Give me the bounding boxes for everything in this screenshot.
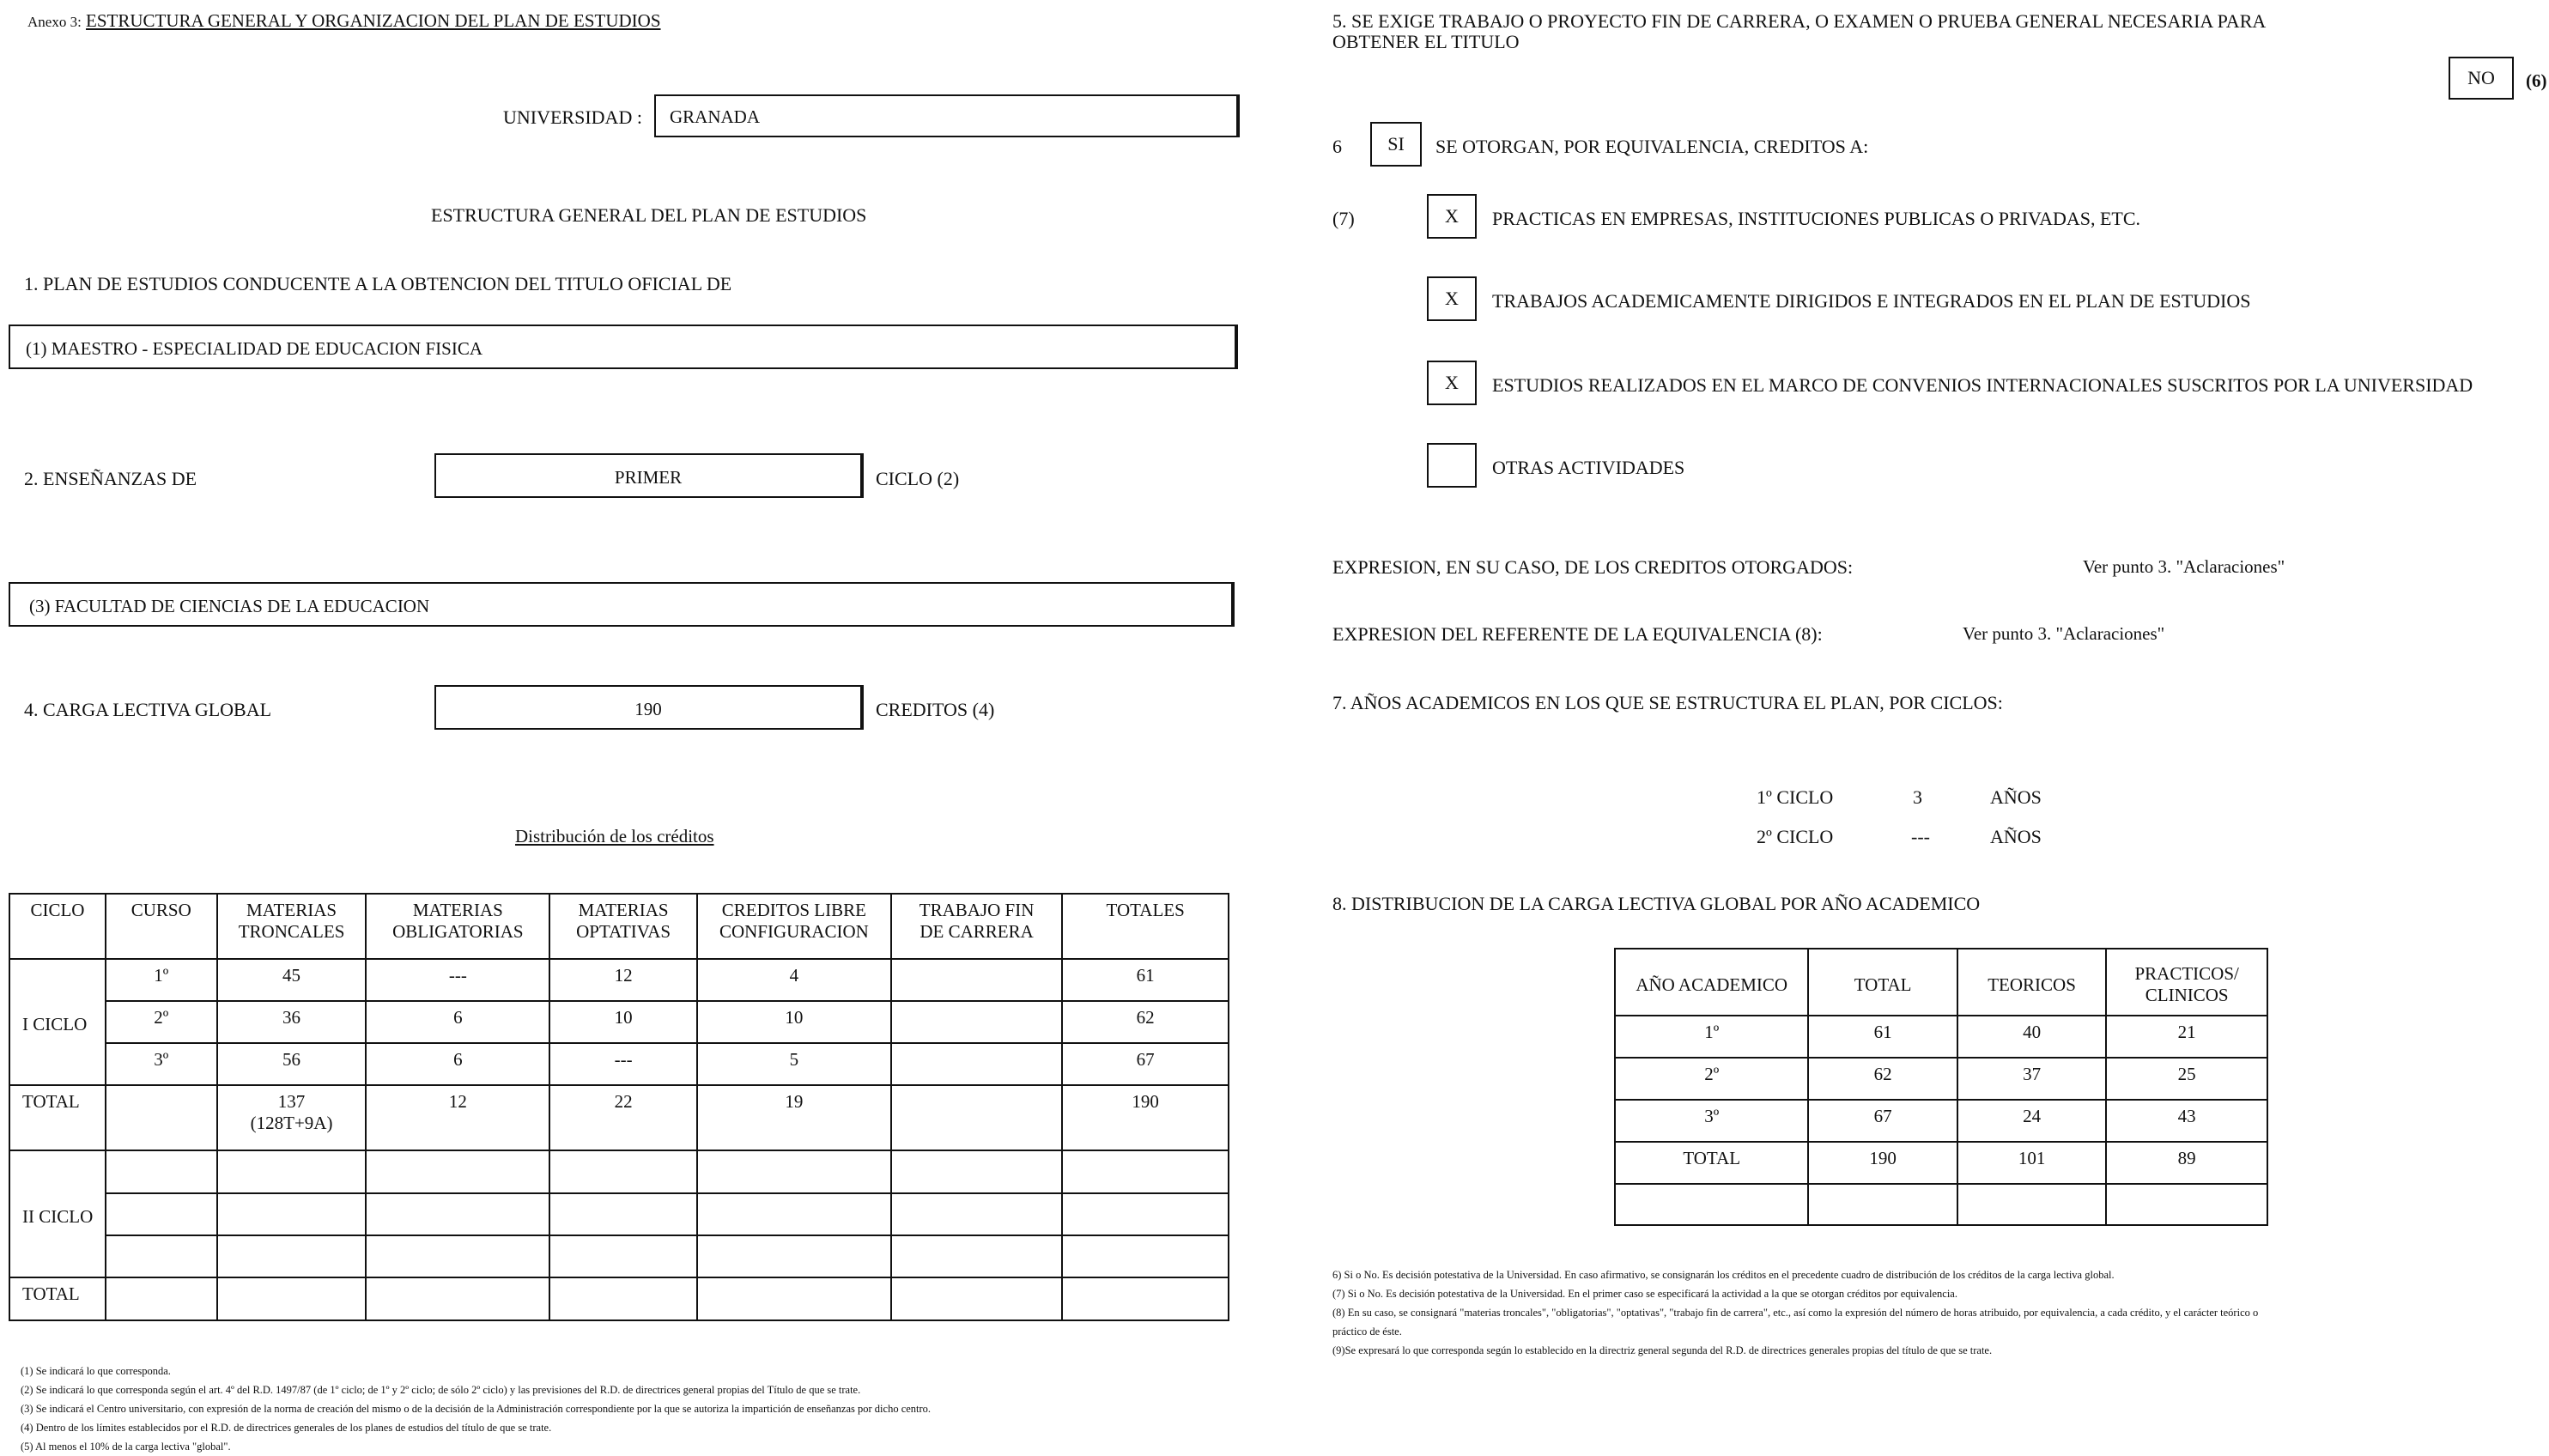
cell-curso: 2º (106, 1001, 217, 1043)
table-row (9, 959, 1229, 1001)
cell-optativas: 10 (549, 1001, 697, 1043)
ciclo2-years-unit: AÑOS (1990, 826, 2042, 847)
total1-libre: 19 (697, 1085, 891, 1150)
header-libre: CREDITOS LIBRE CONFIGURACION (697, 894, 891, 959)
ciclo2-years-label: 2º CICLO (1757, 826, 1834, 847)
option-practicas-checkbox (1427, 194, 1477, 239)
header-troncales: MATERIAS TRONCALES (217, 894, 367, 959)
cell-trabajo (891, 1043, 1063, 1085)
option-otras-checkbox (1427, 443, 1477, 488)
ensenanzas-value: PRIMER (614, 467, 683, 488)
footnote: (4) Dentro de los límites establecidos por el R.D. de directrices generales de los planes de estudios del título de que se trate. (21, 1422, 552, 1434)
universidad-label: UNIVERSIDAD : (503, 106, 642, 128)
option-trabajos-label: TRABAJOS ACADEMICAMENTE DIRIGIDOS E INTEGRADOS EN EL PLAN DE ESTUDIOS (1492, 290, 2251, 312)
cell-obligatorias: --- (366, 959, 549, 1001)
header-practicos: PRACTICOS/ CLINICOS (2106, 949, 2267, 1016)
section5-answer: NO (2467, 67, 2495, 88)
header-trabajo: TRABAJO FIN DE CARRERA (891, 894, 1063, 959)
distribution-title: Distribución de los créditos (515, 826, 714, 846)
cell-obligatorias: 6 (366, 1043, 549, 1085)
footnote: (8) En su caso, se consignará "materias troncales", "obligatorias", "optativas", "trabajo fin de carrera", etc., así como la expresión del número de horas atribuido, por equivalencia, a cada crédito, y el carácter teórico o (1332, 1307, 2259, 1319)
option-practicas-label: PRACTICAS EN EMPRESAS, INSTITUCIONES PUBLICAS O PRIVADAS, ETC. (1492, 208, 2141, 229)
expresion-creditos-label: EXPRESION, EN SU CASO, DE LOS CREDITOS OTORGADOS: (1332, 556, 1854, 578)
footnote: práctico de éste. (1332, 1326, 1402, 1338)
universidad-value: GRANADA (670, 106, 760, 127)
annex-title: ESTRUCTURA GENERAL Y ORGANIZACION DEL PLAN DE ESTUDIOS (86, 10, 661, 31)
cell-trabajo (891, 1001, 1063, 1043)
ciclo2-label: II CICLO (9, 1150, 106, 1277)
cell-trabajo (891, 959, 1063, 1001)
cell-totales: 62 (1062, 1001, 1229, 1043)
cell-optativas: --- (549, 1043, 697, 1085)
header-totales: TOTALES (1062, 894, 1229, 959)
section6-number: 6 (1332, 136, 1342, 157)
section5-line1: 5. SE EXIGE TRABAJO O PROYECTO FIN DE CARRERA, O EXAMEN O PRUEBA GENERAL NECESARIA PARA (1332, 10, 2267, 32)
total2-label: TOTAL (9, 1277, 106, 1320)
option-practicas-mark: X (1445, 205, 1459, 227)
cell-libre: 10 (697, 1001, 891, 1043)
ciclo1-years-label: 1º CICLO (1757, 786, 1834, 808)
cell-troncales: 56 (217, 1043, 367, 1085)
footnote: (7) Si o No. Es decisión potestativa de la Universidad. En el primer caso se especificará la actividad a la que se otorgan créditos por equivalencia. (1332, 1288, 1957, 1300)
option-trabajos-mark: X (1445, 288, 1459, 309)
annex-header (27, 10, 661, 32)
section6-answer-box (1370, 122, 1422, 167)
centro-value: (3) FACULTAD DE CIENCIAS DE LA EDUCACION (29, 596, 430, 616)
total1-optativas: 22 (549, 1085, 697, 1150)
total1-label: TOTAL (9, 1085, 106, 1150)
annual-load-table (1614, 948, 2268, 1226)
expresion-referente-value: Ver punto 3. "Aclaraciones" (1963, 623, 2165, 644)
carga-value: 190 (634, 699, 662, 719)
titulo-value: (1) MAESTRO - ESPECIALIDAD DE EDUCACION FISICA (26, 338, 482, 359)
cell-totales: 67 (1062, 1043, 1229, 1085)
header-obligatorias: MATERIAS OBLIGATORIAS (366, 894, 549, 959)
table-row: 1º 61 40 21 (1615, 1016, 2267, 1058)
ciclo2-years-value: --- (1911, 826, 1930, 847)
section5-answer-box (2449, 57, 2514, 100)
cell-libre: 4 (697, 959, 891, 1001)
footnote: (9)Se expresará lo que corresponda según lo establecido en la directriz general segunda del R.D. de directrices generales propias del título de que se trate. (1332, 1344, 1993, 1356)
footnote: (5) Al menos el 10% de la carga lectiva "global". (21, 1441, 231, 1453)
cell-troncales: 36 (217, 1001, 367, 1043)
footnote: (3) Se indicará el Centro universitario, con expresión de la norma de creación del mismo o de la decisión de la Administración correspondiente por la que se autoriza la impartición de enseñanzas por dicho centro. (21, 1403, 932, 1415)
carga-field (434, 685, 864, 730)
cell-curso: 3º (106, 1043, 217, 1085)
section7-label: 7. AÑOS ACADEMICOS EN LOS QUE SE ESTRUCTURA EL PLAN, POR CICLOS: (1332, 692, 2003, 713)
creditos-suffix: CREDITOS (4) (876, 699, 995, 720)
section5-note: (6) (2526, 70, 2547, 91)
section4-label: 4. CARGA LECTIVA GLOBAL (24, 699, 272, 720)
ciclo1-label: I CICLO (9, 959, 106, 1085)
option-convenios-checkbox (1427, 361, 1477, 405)
section6-label: SE OTORGAN, POR EQUIVALENCIA, CREDITOS A: (1435, 136, 1869, 157)
header-curso: CURSO (106, 894, 217, 959)
cell-obligatorias: 6 (366, 1001, 549, 1043)
table-row (9, 1235, 1229, 1277)
cell-optativas: 12 (549, 959, 697, 1001)
footnote: 6) Si o No. Es decisión potestativa de la Universidad. En caso afirmativo, se consignarán los créditos en el precedente cuadro de distribución de los créditos de la carga lectiva global. (1332, 1269, 2115, 1281)
ciclo1-years-unit: AÑOS (1990, 786, 2042, 808)
header-teoricos: TEORICOS (1957, 949, 2107, 1016)
footnotes-left (21, 1362, 931, 1456)
ciclo-suffix: CICLO (2) (876, 468, 960, 489)
table-row (9, 1150, 1229, 1193)
footnote: (1) Se indicará lo que corresponda. (21, 1365, 171, 1377)
cell-troncales: 45 (217, 959, 367, 1001)
section5-line2: OBTENER EL TITULO (1332, 31, 1520, 52)
universidad-field (654, 94, 1240, 137)
option-convenios-label: ESTUDIOS REALIZADOS EN EL MARCO DE CONVENIOS INTERNACIONALES SUSCRITOS POR LA UNIVERSIDAD (1492, 374, 2473, 396)
table-header-row (1615, 949, 2267, 1016)
section2-label: 2. ENSEÑANZAS DE (24, 468, 197, 489)
ciclo1-years-value: 3 (1913, 786, 1922, 808)
total1-totales: 190 (1062, 1085, 1229, 1150)
cell-libre: 5 (697, 1043, 891, 1085)
total1-troncales: 137 (128T+9A) (217, 1085, 367, 1150)
section8-label: 8. DISTRIBUCION DE LA CARGA LECTIVA GLOBAL POR AÑO ACADEMICO (1332, 893, 1981, 914)
table-row: 3º 67 24 43 (1615, 1100, 2267, 1142)
plan-heading: ESTRUCTURA GENERAL DEL PLAN DE ESTUDIOS (431, 204, 867, 226)
expresion-creditos-value: Ver punto 3. "Aclaraciones" (2083, 556, 2285, 577)
table-row (9, 1193, 1229, 1235)
total1-obligatorias: 12 (366, 1085, 549, 1150)
table-header-row (9, 894, 1229, 959)
total1-row (9, 1085, 1229, 1150)
annex-prefix: Anexo 3: (27, 14, 82, 30)
table-row (1615, 1184, 2267, 1225)
table-row (9, 1001, 1229, 1043)
total1-trabajo (891, 1085, 1063, 1150)
header-ano: AÑO ACADEMICO (1615, 949, 1808, 1016)
footnotes-right (1332, 1265, 2258, 1360)
ensenanzas-field (434, 453, 864, 498)
option-convenios-mark: X (1445, 372, 1459, 393)
table-row: 2º 62 37 25 (1615, 1058, 2267, 1100)
table-row (9, 1043, 1229, 1085)
header-optativas: MATERIAS OPTATIVAS (549, 894, 697, 959)
total2-row (9, 1277, 1229, 1320)
header-total: TOTAL (1808, 949, 1957, 1016)
credit-distribution-table (9, 893, 1229, 1321)
footnote: (2) Se indicará lo que corresponda según el art. 4º del R.D. 1497/87 (de 1º ciclo; de 1º y 2º ciclo; de sólo 2º ciclo) y las previsiones del R.D. de directrices general propias del Título de que se trate. (21, 1384, 861, 1396)
section6-note: (7) (1332, 208, 1355, 229)
cell-curso: 1º (106, 959, 217, 1001)
cell-totales: 61 (1062, 959, 1229, 1001)
total1-curso (106, 1085, 217, 1150)
centro-field (9, 582, 1235, 627)
table-row: TOTAL 190 101 89 (1615, 1142, 2267, 1184)
section6-answer: SI (1387, 133, 1405, 155)
titulo-field (9, 325, 1238, 369)
expresion-referente-label: EXPRESION DEL REFERENTE DE LA EQUIVALENCIA (8): (1332, 623, 1823, 645)
option-otras-label: OTRAS ACTIVIDADES (1492, 457, 1685, 478)
section1-label: 1. PLAN DE ESTUDIOS CONDUCENTE A LA OBTENCION DEL TITULO OFICIAL DE (24, 273, 732, 294)
header-ciclo: CICLO (9, 894, 106, 959)
option-trabajos-checkbox (1427, 276, 1477, 321)
